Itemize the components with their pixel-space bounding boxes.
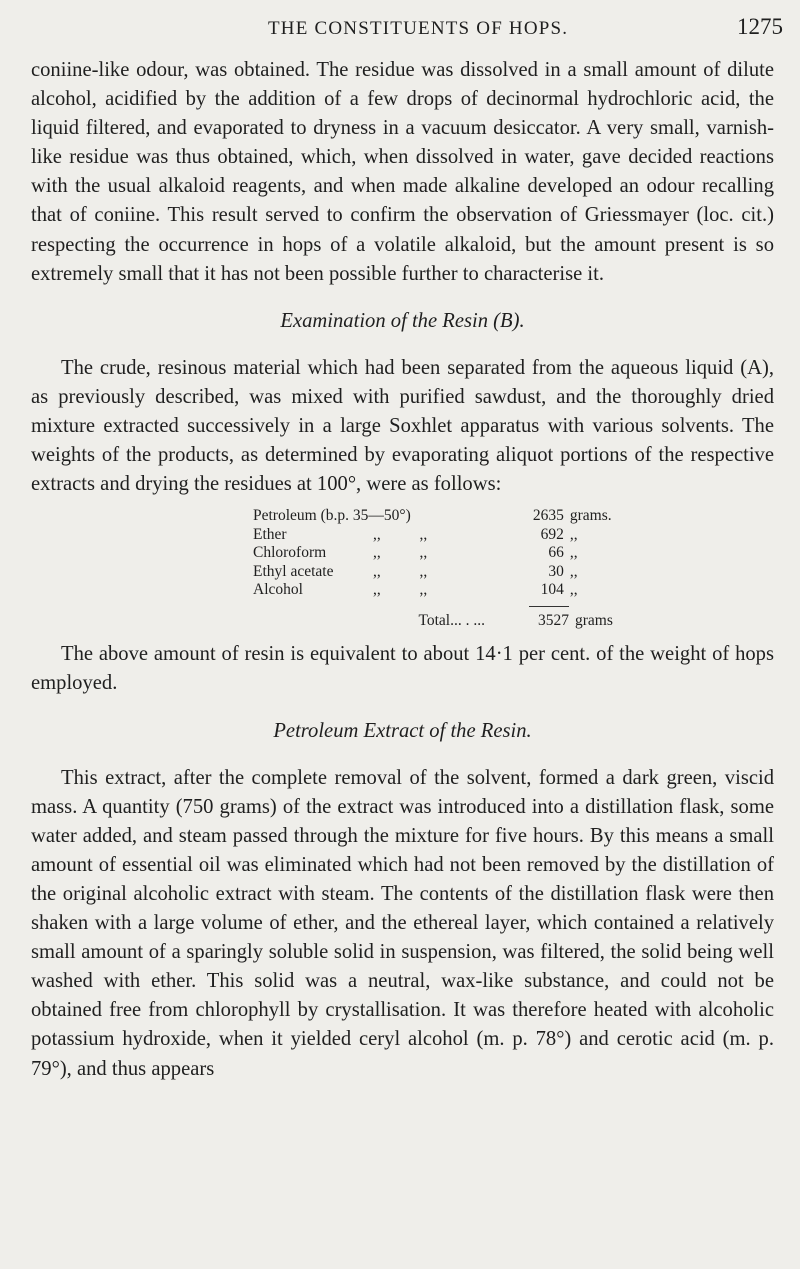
paragraph-resin-percentage: The above amount of resin is equivalent to about 14·1 per cent. of the weight of hops employed. (31, 643, 774, 695)
total-value: 3527 (538, 611, 569, 629)
ditto-cell: ,, ,, (373, 525, 428, 543)
page-number: 1275 (737, 14, 783, 39)
running-title: THE CONSTITUENTS OF HOPS. (268, 18, 569, 39)
paragraph-petroleum-extract: This extract, after the complete removal of the solvent, formed a dark green, viscid mass. A quantity (750 grams) of the extract was introduced into a distillation flask, some water added, and steam passed through the mixture for five hours. By this means a small amount of essential oil was eliminated which had not been removed by the distillation of the original alcoholic extract with steam. The contents of the distillation flask were then shaken with a large volume of ether, and the ethereal layer, which contained a relatively small amount of a sparingly soluble solid in suspension, was filtered, the solid being well washed with ether. This solid was a neutral, wax-like substance, and could not be obtained free from chlorophyll by crystallisation. It was therefore heated with alcoholic potassium hydroxide, when it yielded ceryl alcohol (m. p. 78°) and cerotic acid (m. p. 79°), and thus appears (31, 766, 774, 1080)
amount-cell: 66 (548, 544, 564, 562)
total-label: Total... . ... (418, 611, 485, 629)
table-row (253, 563, 623, 582)
paragraph-resin-extraction: The crude, resinous material which had been separated from the aqueous liquid (A), as previously described, was mixed with purified sawdust, and the thoroughly dried mixture extracted successively in a large Soxhlet apparatus with various solvents. The weights of the products, as determined by evaporating aliquot portions of the respective extracts and drying the residues at 100°, were as follows: (31, 356, 774, 496)
solvent-cell: Petroleum (b.p. 35—50°) (253, 507, 411, 525)
solvent-cell: Chloroform (253, 544, 327, 562)
total-row (253, 612, 623, 631)
unit-cell: ,, (569, 544, 578, 562)
table-row (253, 544, 623, 563)
table-row (253, 507, 623, 526)
unit-cell: ,, (569, 562, 578, 580)
unit-cell: ,, (569, 581, 578, 599)
solvent-cell: Ether (253, 525, 287, 543)
total-rule (529, 606, 569, 608)
amount-cell: 104 (540, 581, 564, 599)
unit-cell: ,, (569, 525, 578, 543)
unit-cell: grams. (569, 507, 612, 525)
ditto-cell: ,, ,, (373, 544, 428, 562)
solvent-cell: Ethyl acetate (253, 562, 334, 580)
total-rule-row (253, 600, 623, 608)
amount-cell: 30 (548, 562, 564, 580)
extracts-table (253, 507, 623, 630)
solvent-cell: Alcohol (253, 581, 303, 599)
heading-petroleum-extract: Petroleum Extract of the Resin. (273, 719, 532, 742)
running-head (0, 6, 800, 46)
table-row (253, 581, 623, 600)
ditto-cell: ,, ,, (373, 562, 428, 580)
ditto-cell: ,, ,, (373, 581, 428, 599)
table-row (253, 526, 623, 545)
total-unit: grams (575, 611, 613, 629)
heading-resin-examination: Examination of the Resin (B). (280, 309, 525, 332)
amount-cell: 2635 (532, 507, 564, 525)
paragraph-coniine: coniine-like odour, was obtained. The residue was dissolved in a small amount of dilute alcohol, acidified by the addition of a few drops of decinormal hydrochloric acid, the liquid filtered, and evaporated to dryness in a vacuum desiccator. A very small, varnish-like residue was thus obtained, which, when dissolved in water, gave decided reactions with the usual alkaloid reagents, and when made alkaline developed an odour recalling that of coniine. This result served to confirm the observation of Griessmayer (loc. cit.) respecting the occurrence in hops of a volatile alkaloid, but the amount present is so extremely small that it has not been possible further to characterise it. (31, 59, 774, 285)
amount-cell: 692 (540, 525, 564, 543)
body-text (31, 56, 774, 1084)
